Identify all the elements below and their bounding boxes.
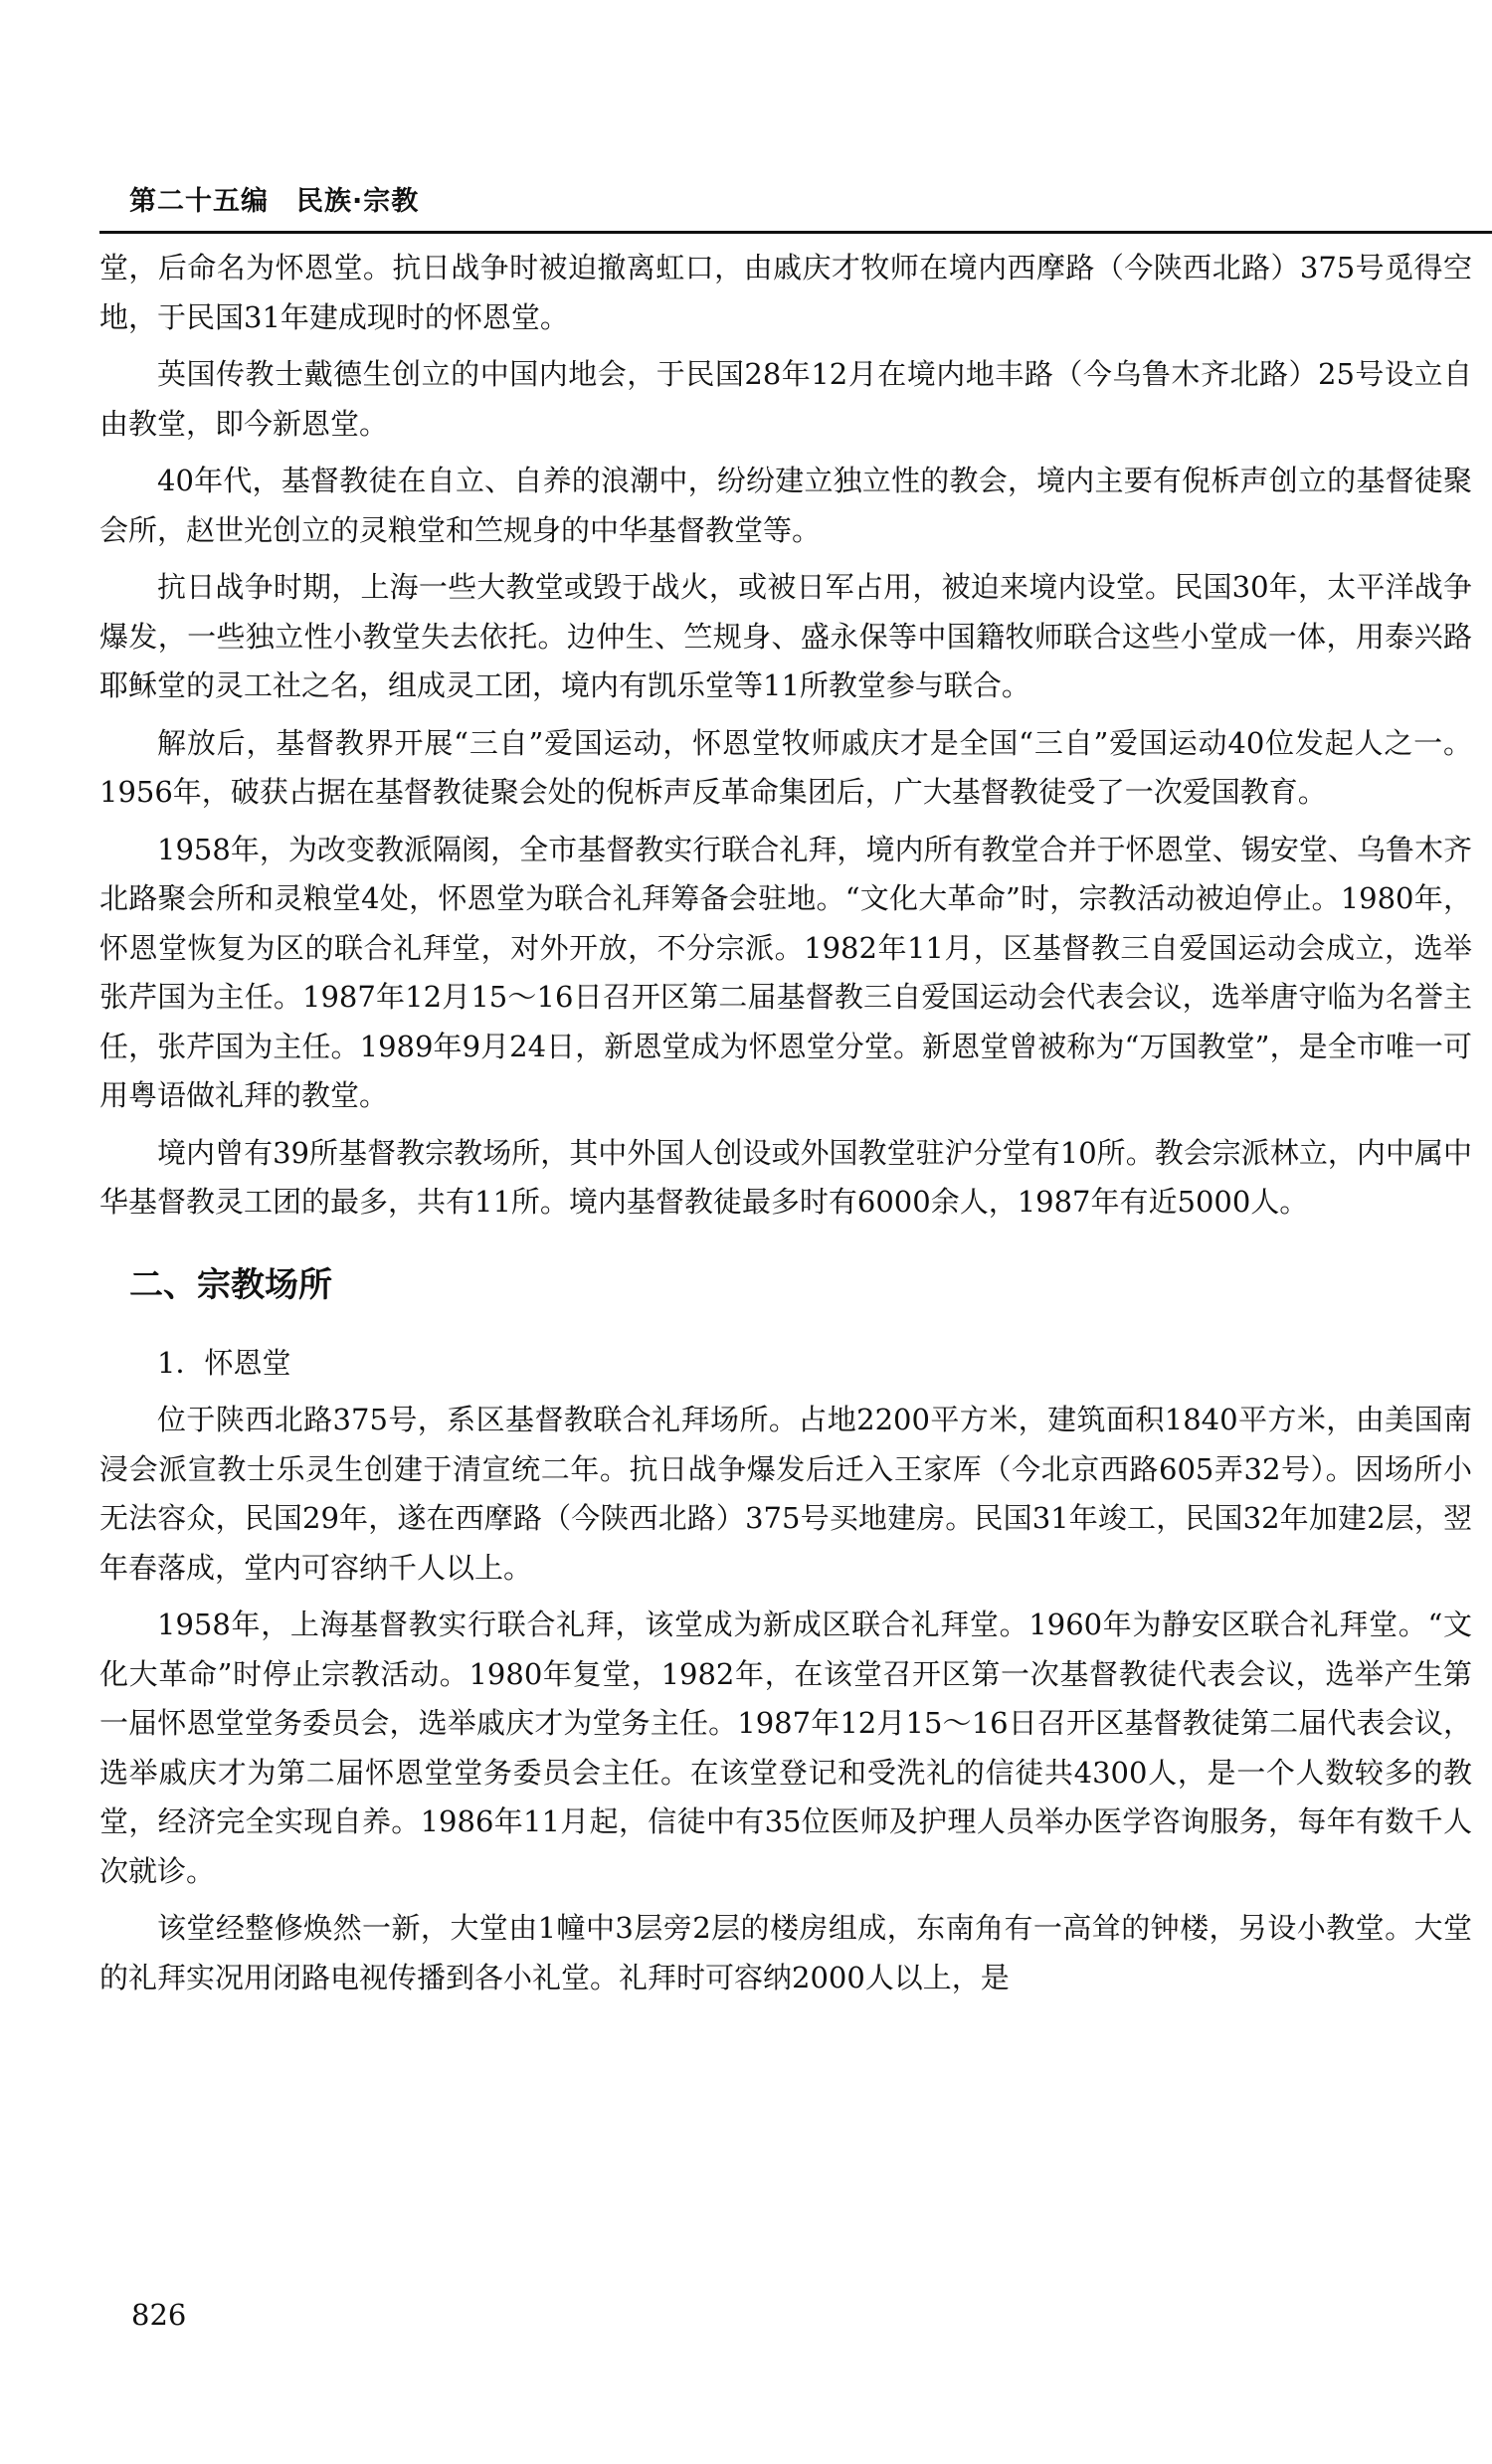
body-text xyxy=(99,244,1472,2010)
paragraph: 该堂经整修焕然一新，大堂由1幢中3层旁2层的楼房组成，东南角有一高耸的钟楼，另设小教堂。大堂的礼拜实况用闭路电视传播到各小礼堂。礼拜时可容纳2000人以上，是 xyxy=(99,1911,1472,1994)
subsection-heading: 1．怀恩堂 xyxy=(157,1345,291,1380)
paragraph: 境内曾有39所基督教宗教场所，其中外国人创设或外国教堂驻沪分堂有10所。教会宗派林立，内中属中华基督教灵工团的最多，共有11所。境内基督教徒最多时有6000余人，1987年有近5000人。 xyxy=(99,1135,1472,1219)
paragraph: 1958年，上海基督教实行联合礼拜，该堂成为新成区联合礼拜堂。1960年为静安区联合礼拜堂。“文化大革命”时停止宗教活动。1980年复堂，1982年，在该堂召开区第一次基督教徒代表会议，选举产生第一届怀恩堂堂务委员会，选举戚庆才为堂务主任。1987年12月15～16日召开区基督教徒第二届代表会议，选举戚庆才为第二届怀恩堂堂务委员会主任。在该堂登记和受洗礼的信徒共4300人，是一个人数较多的教堂，经济完全实现自养。1986年11月起，信徒中有35位医师及护理人员举办医学咨询服务，每年有数千人次就诊。 xyxy=(99,1608,1472,1888)
paragraph: 1958年，为改变教派隔阂，全市基督教实行联合礼拜，境内所有教堂合并于怀恩堂、锡安堂、乌鲁木齐北路聚会所和灵粮堂4处，怀恩堂为联合礼拜筹备会驻地。“文化大革命”时，宗教活动被迫停止。1980年，怀恩堂恢复为区的联合礼拜堂，对外开放，不分宗派。1982年11月，区基督教三自爱国运动会成立，选举张芹国为主任。1987年12月15～16日召开区第二届基督教三自爱国运动会代表会议，选举唐守临为名誉主任，张芹国为主任。1989年9月24日，新恩堂成为怀恩堂分堂。新恩堂曾被称为“万国教堂”，是全市唯一可用粤语做礼拜的教堂。 xyxy=(99,832,1472,1112)
paragraph: 堂，后命名为怀恩堂。抗日战争时被迫撤离虹口，由戚庆才牧师在境内西摩路（今陕西北路）375号觅得空地，于民国31年建成现时的怀恩堂。 xyxy=(99,251,1472,334)
paragraph: 位于陕西北路375号，系区基督教联合礼拜场所。占地2200平方米，建筑面积1840平方米，由美国南浸会派宣教士乐灵生创建于清宣统二年。抗日战争爆发后迁入王家厍（今北京西路605弄32号）。因场所小无法容众，民国29年，遂在西摩路（今陕西北路）375号买地建房。民国31年竣工，民国32年加建2层，翌年春落成，堂内可容纳千人以上。 xyxy=(99,1403,1472,1585)
section-heading: 二、宗教场所 xyxy=(129,1264,332,1305)
paragraph: 解放后，基督教界开展“三自”爱国运动，怀恩堂牧师戚庆才是全国“三自”爱国运动40位发起人之一。1956年，破获占据在基督教徒聚会处的倪柝声反革命集团后，广大基督教徒受了一次爱国教育。 xyxy=(99,725,1472,809)
paragraph: 40年代，基督教徒在自立、自养的浪潮中，纷纷建立独立性的教会，境内主要有倪柝声创立的基督徒聚会所，赵世光创立的灵粮堂和竺规身的中华基督教堂等。 xyxy=(99,464,1472,547)
page-number: 826 xyxy=(131,2298,187,2332)
paragraph: 抗日战争时期，上海一些大教堂或毁于战火，或被日军占用，被迫来境内设堂。民国30年，太平洋战争爆发，一些独立性小教堂失去依托。边仲生、竺规身、盛永保等中国籍牧师联合这些小堂成一体，用泰兴路耶稣堂的灵工社之名，组成灵工团，境内有凯乐堂等11所教堂参与联合。 xyxy=(99,570,1472,702)
header-rule xyxy=(99,231,1492,234)
paragraph: 英国传教士戴德生创立的中国内地会，于民国28年12月在境内地丰路（今乌鲁木齐北路）25号设立自由教堂，即今新恩堂。 xyxy=(99,357,1472,441)
running-title: 第二十五编 民族·宗教 xyxy=(129,186,420,217)
